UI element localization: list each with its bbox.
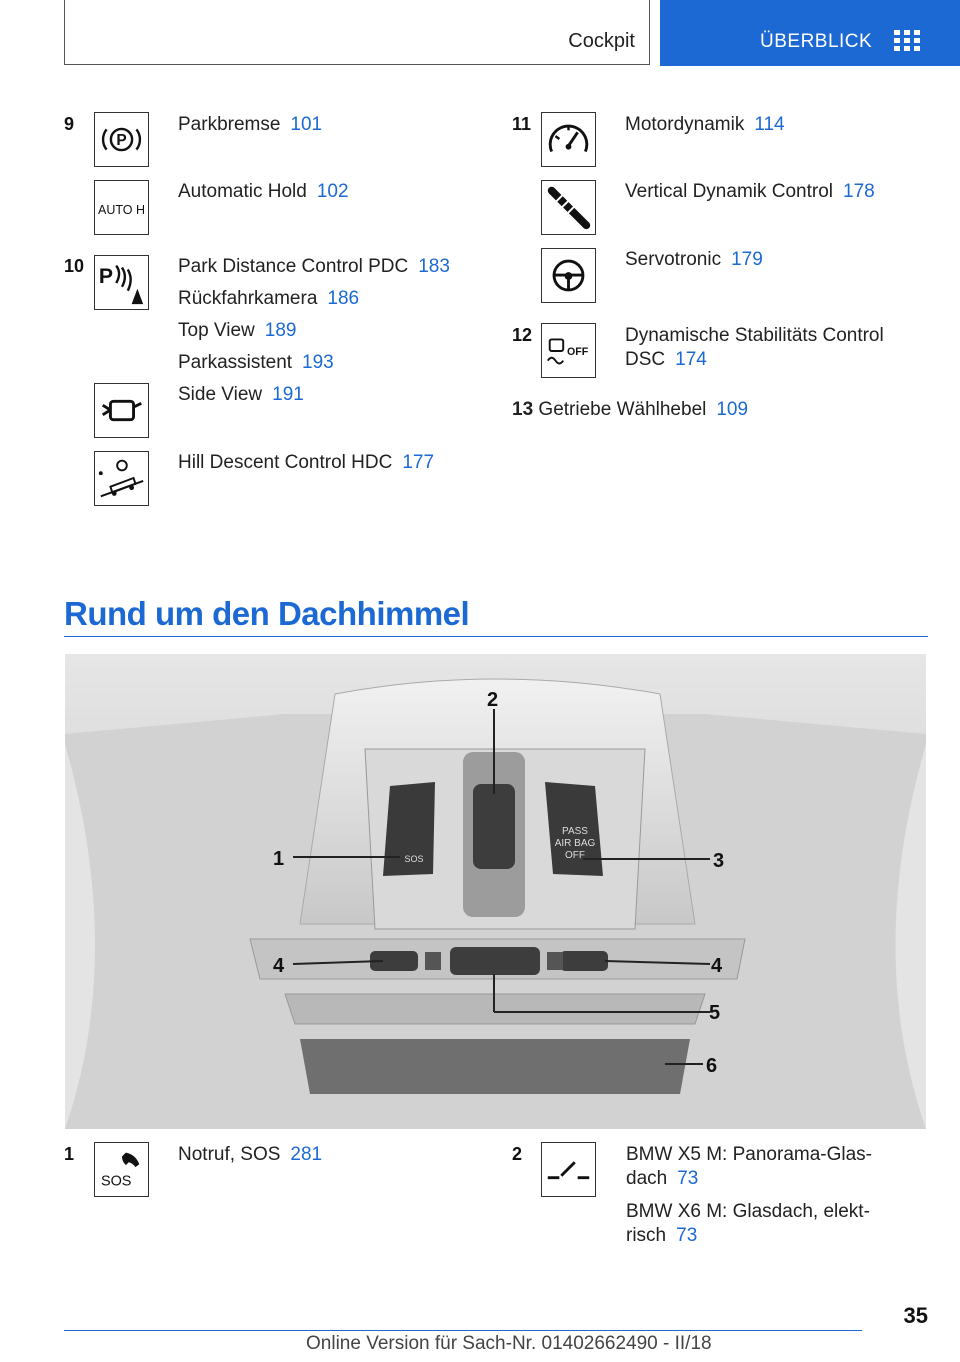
entry-rueckfahrkamera: Rückfahrkamera 186 bbox=[178, 288, 360, 309]
entry-hdc: Hill Descent Control HDC 177 bbox=[178, 452, 435, 473]
sos-call-icon bbox=[94, 1142, 149, 1197]
footer-divider bbox=[64, 1330, 862, 1331]
svg-text:SOS: SOS bbox=[100, 1173, 132, 1190]
park-distance-icon bbox=[94, 255, 149, 310]
page-link[interactable]: 189 bbox=[264, 320, 297, 341]
roof-console-photo bbox=[65, 654, 926, 1129]
entry-parkassistent: Parkassistent 193 bbox=[178, 352, 334, 373]
entry-side-view: Side View 191 bbox=[178, 384, 304, 405]
page-link[interactable]: 179 bbox=[731, 249, 763, 270]
svg-text:P: P bbox=[116, 131, 127, 149]
page-link[interactable]: 109 bbox=[716, 399, 749, 420]
section-divider bbox=[64, 636, 928, 637]
entry-getriebe: 13 Getriebe Wählhebel 109 bbox=[512, 399, 749, 420]
auto-hold-icon bbox=[94, 180, 149, 235]
entry-servotronic: Servotronic 179 bbox=[625, 249, 763, 270]
item-number: 11 bbox=[512, 114, 532, 134]
entry-dsc-line2: DSC 174 bbox=[625, 349, 707, 370]
page-number: 35 bbox=[903, 1303, 928, 1328]
svg-text:1: 1 bbox=[273, 848, 285, 870]
page-header bbox=[0, 0, 960, 66]
page-link[interactable]: 114 bbox=[754, 114, 785, 135]
svg-text:P: P bbox=[98, 264, 113, 288]
dsc-off-icon bbox=[541, 323, 596, 378]
entry-vertical-dynamik: Vertical Dynamik Control 178 bbox=[625, 181, 875, 202]
section-tab[interactable] bbox=[64, 0, 650, 65]
section-heading: Rund um den Dachhimmel bbox=[64, 595, 470, 632]
entry-automatic-hold: Automatic Hold 102 bbox=[178, 181, 349, 202]
page-link[interactable]: 186 bbox=[327, 288, 360, 309]
page-link[interactable]: 281 bbox=[290, 1144, 323, 1165]
entry-x6m-line2: risch 73 bbox=[626, 1225, 698, 1246]
section-label: Cockpit bbox=[568, 30, 635, 52]
item-number: 9 bbox=[64, 114, 75, 134]
svg-text:6: 6 bbox=[706, 1055, 718, 1077]
glass-roof-icon bbox=[541, 1142, 596, 1197]
page-link[interactable]: 191 bbox=[272, 384, 304, 405]
svg-text:SOS: SOS bbox=[404, 854, 424, 864]
svg-text:3: 3 bbox=[713, 850, 725, 872]
svg-text:5: 5 bbox=[709, 1002, 721, 1024]
svg-text:2: 2 bbox=[487, 689, 499, 711]
item-number: 1 bbox=[64, 1144, 75, 1164]
svg-text:4: 4 bbox=[711, 955, 723, 977]
parking-brake-icon bbox=[94, 112, 149, 167]
entry-parkbremse: Parkbremse 101 bbox=[178, 114, 323, 135]
entry-motordynamik: Motordynamik 114 bbox=[625, 114, 785, 135]
page-link[interactable]: 101 bbox=[290, 114, 323, 135]
svg-text:PASS: PASS bbox=[562, 826, 588, 837]
entry-x6m-line1: BMW X6 M: Glasdach, elekt- bbox=[626, 1201, 870, 1222]
page-link[interactable]: 177 bbox=[402, 452, 435, 473]
engine-dynamics-icon bbox=[541, 112, 596, 167]
page-link[interactable]: 174 bbox=[675, 349, 707, 370]
hill-descent-icon bbox=[94, 451, 149, 506]
svg-text:AUTO H: AUTO H bbox=[97, 202, 146, 217]
svg-text:OFF: OFF bbox=[565, 850, 585, 861]
entry-x5m-line1: BMW X5 M: Panorama-Glas- bbox=[626, 1144, 872, 1165]
entry-x5m-line2: dach 73 bbox=[626, 1168, 699, 1189]
page-link[interactable]: 193 bbox=[302, 352, 334, 373]
entry-dsc-line1: Dynamische Stabilitäts Control bbox=[625, 325, 884, 346]
item-number: 12 bbox=[512, 325, 533, 345]
svg-text:OFF: OFF bbox=[567, 345, 589, 358]
item-number: 10 bbox=[64, 256, 85, 276]
page-link[interactable]: 102 bbox=[316, 181, 349, 202]
vertical-dynamic-icon bbox=[541, 180, 596, 235]
svg-text:AIR BAG: AIR BAG bbox=[554, 838, 596, 849]
svg-text:4: 4 bbox=[273, 955, 285, 977]
entry-pdc: Park Distance Control PDC 183 bbox=[178, 256, 450, 277]
item-number: 2 bbox=[512, 1144, 523, 1164]
chapter-tab[interactable] bbox=[660, 0, 960, 66]
page-link[interactable]: 183 bbox=[418, 256, 450, 277]
entry-top-view: Top View 189 bbox=[178, 320, 297, 341]
entry-notruf-sos: Notruf, SOS 281 bbox=[178, 1144, 323, 1165]
footer-text: Online Version für Sach-Nr. 01402662490 - II/18 bbox=[306, 1333, 712, 1354]
side-view-camera-icon bbox=[94, 383, 149, 438]
page-link[interactable]: 73 bbox=[676, 1225, 698, 1246]
page-link[interactable]: 73 bbox=[677, 1168, 699, 1189]
chapter-label: ÜBERBLICK bbox=[760, 31, 873, 52]
steering-wheel-icon bbox=[541, 248, 596, 303]
page-link[interactable]: 178 bbox=[843, 181, 875, 202]
grid-menu-icon[interactable] bbox=[894, 30, 920, 52]
